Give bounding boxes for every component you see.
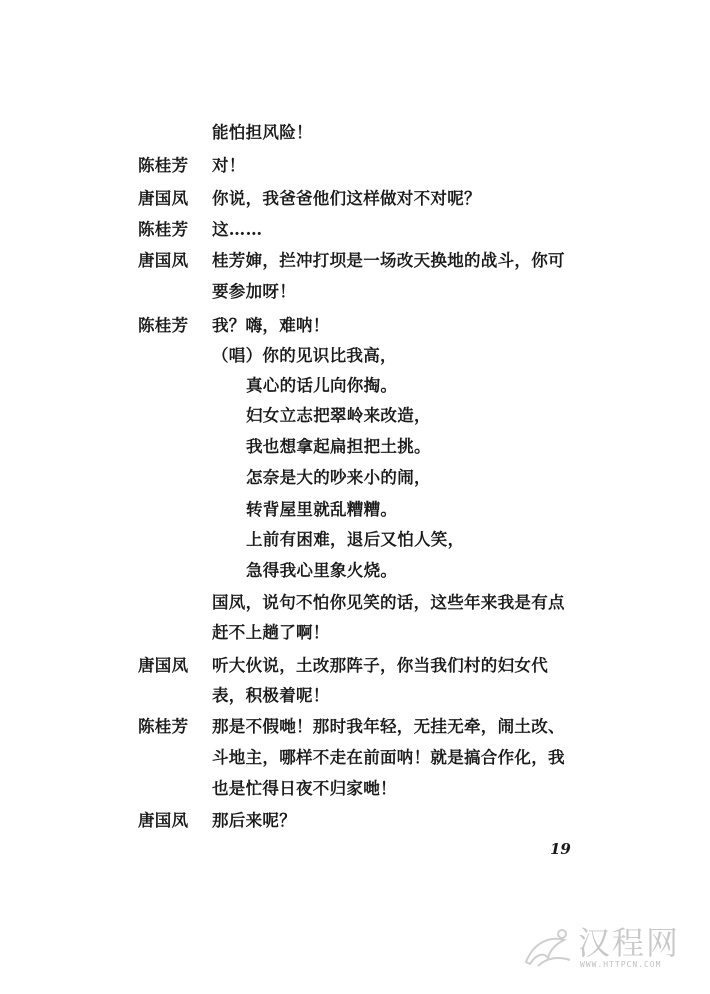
dialogue-line: 也是忙得日夜不归家哋！: [212, 779, 397, 798]
watermark: [520, 918, 700, 978]
dialogue-line: （唱）你的见识比我高，: [212, 346, 397, 365]
dialogue-line: 听大伙说，土改那阵子，你当我们村的妇女代: [212, 656, 548, 675]
dialogue-line: 那后来呢？: [212, 811, 296, 830]
dialogue-line: 要参加呀！: [212, 282, 296, 301]
dialogue-line: 我？嗨，难呐！: [212, 316, 330, 335]
song-lyric-line: 我也想拿起扁担把土挑。: [246, 437, 431, 456]
speaker-name: 唐国凤: [138, 251, 189, 270]
dialogue-line: 斗地主，哪样不走在前面呐！就是搞合作化，我: [212, 748, 565, 767]
phoenix-logo-icon: [520, 922, 576, 974]
song-lyric-line: 上前有困难，退后又怕人笑，: [246, 530, 465, 549]
dialogue-line: 桂芳婶，拦冲打坝是一场改天换地的战斗，你可: [212, 251, 565, 270]
speaker-name: 陈桂芳: [138, 220, 189, 239]
watermark-text: 汉程网: [578, 924, 681, 962]
dialogue-line: 能怕担风险！: [212, 123, 313, 142]
speaker-name: 唐国凤: [138, 656, 189, 675]
song-lyric-line: 怎奈是大的吵来小的闹，: [246, 468, 431, 487]
speaker-name: 陈桂芳: [138, 316, 189, 335]
dialogue-line: 这……: [212, 220, 263, 239]
dialogue-line: 国凤，说句不怕你见笑的话，这些年来我是有点: [212, 593, 565, 612]
dialogue-line: 你说，我爸爸他们这样做对不对呢？: [212, 189, 481, 208]
page-number: 19: [550, 840, 571, 858]
dialogue-line: 赶不上趟了啊！: [212, 623, 330, 642]
speaker-name: 唐国凤: [138, 189, 189, 208]
song-lyric-line: 真心的话儿向你掏。: [246, 376, 398, 395]
dialogue-line: 表，积极着呢！: [212, 686, 330, 705]
dialogue-line: 对！: [212, 156, 246, 175]
speaker-name: 陈桂芳: [138, 156, 189, 175]
song-lyric-line: 急得我心里象火烧。: [246, 561, 398, 580]
speaker-name: 唐国凤: [138, 811, 189, 830]
dialogue-line: 那是不假哋！那时我年轻，无挂无牵，闹土改、: [212, 717, 565, 736]
song-lyric-line: 妇女立志把翠岭来改造，: [246, 406, 431, 425]
song-lyric-line: 转背屋里就乱糟糟。: [246, 500, 398, 519]
speaker-name: 陈桂芳: [138, 717, 189, 736]
watermark-url: WWW.HTTPCN.COM: [580, 960, 662, 969]
